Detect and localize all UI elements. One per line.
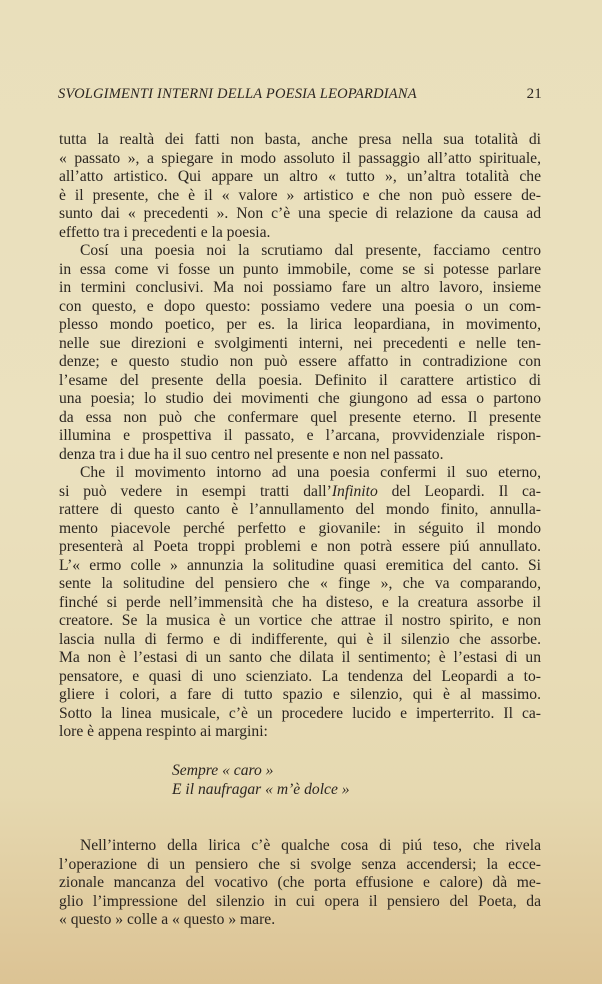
running-header: [58, 86, 542, 106]
paragraphs-after-verse: [59, 837, 541, 930]
text-line: da essa non può che confermare quel presente eterno. Il presente: [59, 408, 541, 426]
text-line: Sotto la linea musicale, c’è un procedere lucido e imperterrito. Il ca-: [59, 704, 541, 722]
text-line: nelle sue direzioni e svolgimenti interni, nei precedenti e nelle ten-: [59, 334, 541, 352]
text-line: gliere i colori, a fare di tutto spazio e silenzio, qui è al massimo.: [59, 686, 541, 703]
text-line: Nell’interno della lirica c’è qualche cosa di piú teso, che rivela: [80, 837, 541, 854]
running-title: SVOLGIMENTI INTERNI DELLA POESIA LEOPARDIANA: [58, 86, 417, 102]
verse-line: Sempre « caro »: [172, 762, 274, 779]
text-line: l’operazione di un pensiero che si svolge senza accendersi; la ecce-: [59, 855, 541, 873]
text-line: l’esame del presente della poesia. Definito il carattere artistico di: [59, 371, 541, 389]
paragraph: [59, 837, 541, 930]
text-line: effetto tra i precedenti e la poesia.: [59, 223, 271, 241]
text-line: sente la solitudine del pensiero che « finge », che va comparando,: [59, 575, 541, 592]
text-line: Cosí una poesia noi la scrutiamo dal presente, facciamo centro: [80, 242, 541, 259]
italic-title: Infinito: [331, 482, 378, 500]
paragraph: [59, 464, 541, 742]
text-line: illumina e prospettiva il passato, e l’arcana, provvidenziale rispon-: [59, 427, 541, 444]
text-line: glio l’impressione del silenzio in cui opera il pensiero del Poeta, da: [59, 892, 541, 910]
text-line: sunto dai « precedenti ». Non c’è una specie di relazione da causa ad: [59, 205, 541, 222]
text-line: zionale mancanza del vocativo (che porta effusione e calore) dà me-: [59, 874, 541, 891]
page-number: 21: [526, 86, 542, 102]
text-line: denze; e questo studio non può essere affatto in contradizione con: [59, 353, 541, 370]
text-line: all’atto artistico. Qui appare un altro « tutto », un’altra totalità che: [59, 168, 541, 185]
paragraph: [59, 131, 541, 242]
text-line: « questo » colle a « questo » mare.: [59, 911, 276, 928]
text-line: con questo, e dopo questo: possiamo vedere una poesia o un com-: [59, 297, 541, 315]
text-line: pensatore, e quasi di uno scienziato. La tendenza del Leopardi a to-: [59, 667, 541, 685]
text-line: Ma non è l’estasi di un santo che dilata il sentimento; è l’estasi di un: [59, 649, 541, 666]
text-line: lore è appena respinto ai margini:: [59, 723, 268, 740]
text-line: plesso mondo poetico, per es. la lirica leopardiana, in movimento,: [59, 316, 541, 333]
text-line: tutta la realtà dei fatti non basta, anche presa nella sua totalità di: [59, 131, 541, 148]
text-line: in essa come vi fosse un punto immobile, come se si potesse parlare: [59, 260, 541, 278]
text-line: è il presente, che è il « valore » artistico e che non può essere de-: [59, 186, 541, 204]
text-segment: del Leopardi. Il ca-: [377, 482, 541, 500]
verse-quotation: [172, 762, 541, 799]
text-line: creatore. Se la musica è un vortice che attrae il nostro spirito, e non: [59, 612, 541, 629]
text-line: rattere di questo canto è l’annullamento del mondo finito, annulla-: [59, 501, 541, 518]
paragraph: [59, 242, 541, 464]
text-line: denza tra i due ha il suo centro nel presente e non nel passato.: [59, 445, 444, 463]
text-line: « passato », a spiegare in modo assoluto il passaggio all’atto spirituale,: [59, 149, 541, 167]
text-line: lascia nulla di fermo e di indifferente, qui è il silenzio che assorbe.: [59, 630, 541, 648]
text-line: Che il movimento intorno ad una poesia confermi il suo eterno,: [80, 464, 541, 481]
page-body: [59, 131, 541, 930]
text-line: in termini conclusivi. Ma noi possiamo fare un altro lavoro, insieme: [59, 279, 541, 296]
paragraphs-before-verse: [59, 131, 541, 742]
text-line: una poesia; lo studio dei movimenti che giungono ad essa o partono: [59, 390, 541, 407]
text-line: finché si perde nell’immensità che ha disteso, e la creatura assorbe il: [59, 593, 541, 611]
text-line: mento piacevole perché perfetto e giovanile: in séguito il mondo: [59, 519, 541, 537]
text-line: presenterà al Poeta troppi problemi e non potrà essere piú annullato.: [59, 538, 541, 555]
text-segment: si può vedere in esempi tratti dall’: [59, 482, 332, 500]
verse-line: E il naufragar « m’è dolce »: [172, 780, 350, 798]
text-line: [59, 483, 541, 502]
text-line: L’« ermo colle » annunzia la solitudine quasi eremitica del canto. Si: [59, 556, 541, 574]
